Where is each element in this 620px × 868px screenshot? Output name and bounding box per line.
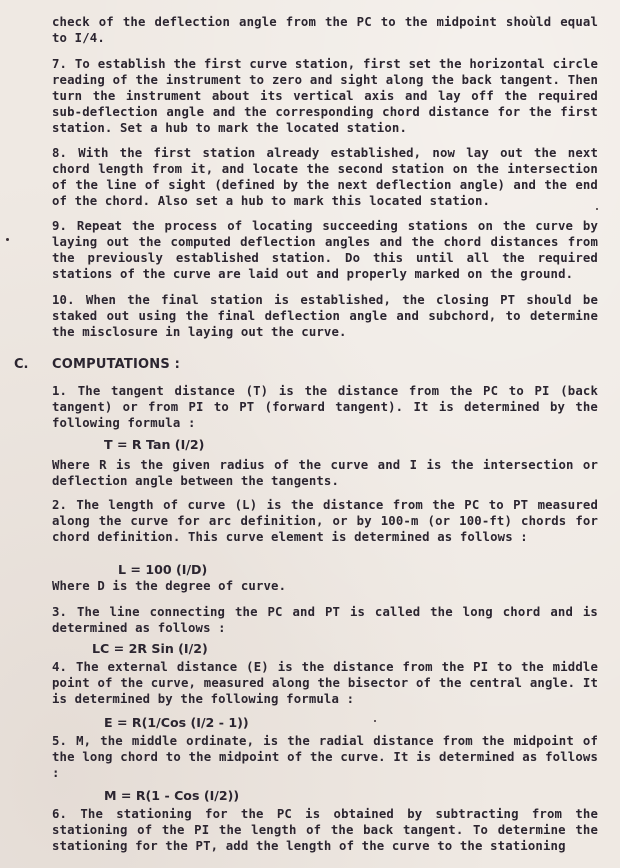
paragraph-intro: check of the deflection angle from the PC to the midpoint shoùld equal to I/4. [52,15,598,46]
computation-3-text: 3. The line connecting the PC and PT is called the long chord and is determined as follows : [52,605,598,636]
paragraph-step-10: 10. When the final station is established, the closing PT should be staked out using the final deflection angle and subchord, to determine the misclosure in laying out the curve. [52,293,598,340]
paragraph-step-7: 7. To establish the first curve station, first set the horizontal circle reading of the instrument to zero and sight along the back tangent. Then turn the instrument about its vertical axis and lay off the required sub-deflection angle and the corresponding chord distance for the first station. Set a hub to mark the located station. [52,57,598,136]
computation-4-text: 4. The external distance (E) is the distance from the PI to the middle point of the curve, measured along the bisector of the central angle. It is determined by the following formula : [52,660,598,707]
paper-speck [596,208,598,210]
middle-ordinate-formula: M = R(1 - Cos (I/2)) [104,788,240,803]
computation-5-text: 5. M, the middle ordinate, is the radial distance from the midpoint of the long chord to the midpoint of the curve. It is determined as follows : [52,734,598,781]
section-title: COMPUTATIONS : [52,357,181,372]
paper-speck [374,720,376,722]
paper-speck [6,238,9,241]
length-of-curve-formula: L = 100 (I/D) [118,562,208,577]
long-chord-formula: LC = 2R Sin (I/2) [92,641,208,656]
computation-2-text: 2. The length of curve (L) is the distance from the PC to PT measured along the curve for arc definition, or by 100-m (or 100-ft) chords for chord definition. This curve element is determined as follows : [52,498,598,545]
paragraph-step-8: 8. With the first station already established, now lay out the next chord length from it, and locate the second station on the intersection of the line of sight (defined by the next deflection angle) and the end of the chord. Also set a hub to mark this located station. [52,146,598,209]
paragraph-step-9: 9. Repeat the process of locating succeeding stations on the curve by laying out the computed deflection angles and the chord distances from the previously established station. Do this until all the required stations of the curve are laid out and properly marked on the ground. [52,219,598,282]
section-letter: C. [14,357,29,372]
external-distance-formula: E = R(1/Cos (I/2 - 1)) [104,715,249,730]
computation-6-text: 6. The stationing for the PC is obtained by subtracting from the stationing of the PI the length of the back tangent. To determine the stationing for the PT, add the length of the curve to the stationing [52,807,598,854]
computation-1-where: Where R is the given radius of the curve and I is the intersection or deflection angle between the tangents. [52,458,598,489]
computation-1-text: 1. The tangent distance (T) is the distance from the PC to PI (back tangent) or from PI to PT (forward tangent). It is determined by the following formula : [52,384,598,431]
computation-2-where: Where D is the degree of curve. [52,579,287,593]
tangent-distance-formula: T = R Tan (I/2) [104,437,205,452]
